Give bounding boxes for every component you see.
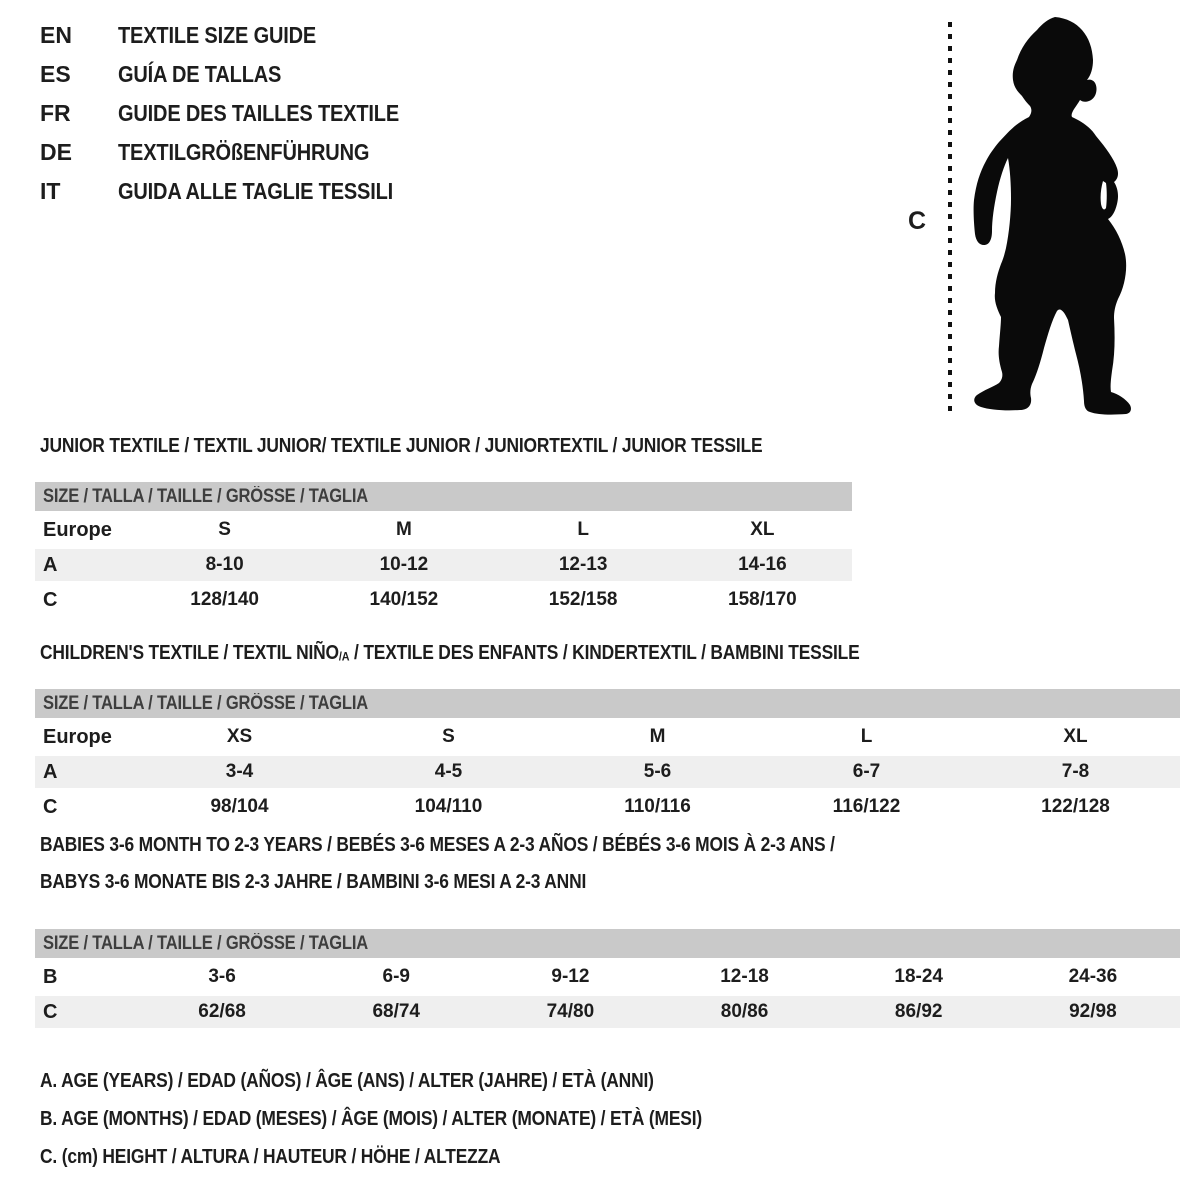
language-row-es bbox=[40, 61, 441, 88]
language-code: IT bbox=[40, 178, 61, 204]
legend-line-a: A. AGE (YEARS) / EDAD (AÑOS) / ÂGE (ANS) / ALTER (JAHRE) / ETÀ (ANNI) bbox=[40, 1070, 654, 1092]
size-cell: 68/74 bbox=[309, 995, 483, 1029]
row-label: C bbox=[35, 790, 135, 824]
table-header-label: SIZE / TALLA / TAILLE / GRÖSSE / TAGLIA bbox=[43, 486, 369, 507]
legend bbox=[40, 1070, 801, 1184]
size-cell: 158/170 bbox=[673, 583, 852, 617]
children-size-table bbox=[35, 689, 1180, 823]
language-row-it bbox=[40, 178, 441, 205]
language-title: GUIDA ALLE TAGLIE TESSILI bbox=[118, 178, 394, 204]
size-cell: 104/110 bbox=[344, 790, 553, 824]
size-cell: 92/98 bbox=[1006, 995, 1180, 1029]
size-cell: 6-7 bbox=[762, 755, 971, 790]
babies-title-line2: BABYS 3-6 MONATE BIS 2-3 JAHRE / BAMBINI 3-6 MESI A 2-3 ANNI bbox=[40, 871, 587, 893]
children-title-sub: /A bbox=[338, 649, 350, 664]
babies-title-line1: BABIES 3-6 MONTH TO 2-3 YEARS / BEBÉS 3-6 MESES A 2-3 AÑOS / BÉBÉS 3-6 MOIS À 2-3 ANS / bbox=[40, 834, 835, 856]
size-cell: 62/68 bbox=[135, 995, 309, 1029]
row-label: C bbox=[35, 995, 135, 1029]
row-label: C bbox=[35, 583, 135, 617]
row-label: Europe bbox=[35, 720, 135, 755]
language-code: DE bbox=[40, 139, 72, 165]
language-code: ES bbox=[40, 61, 71, 87]
size-cell: 24-36 bbox=[1006, 960, 1180, 995]
table-row bbox=[35, 513, 852, 548]
size-cell: 86/92 bbox=[832, 995, 1006, 1029]
size-cell: 128/140 bbox=[135, 583, 314, 617]
size-cell: 80/86 bbox=[657, 995, 831, 1029]
height-measure-figure bbox=[900, 14, 1145, 419]
size-cell: 8-10 bbox=[135, 548, 314, 583]
size-cell: 14-16 bbox=[673, 548, 852, 583]
size-cell: 10-12 bbox=[314, 548, 493, 583]
size-cell: L bbox=[762, 720, 971, 755]
size-cell: S bbox=[135, 513, 314, 548]
table-row bbox=[35, 583, 852, 617]
table-header-label: SIZE / TALLA / TAILLE / GRÖSSE / TAGLIA bbox=[43, 933, 369, 954]
row-label: Europe bbox=[35, 513, 135, 548]
table-row bbox=[35, 960, 1180, 995]
row-label: A bbox=[35, 548, 135, 583]
size-cell: 110/116 bbox=[553, 790, 762, 824]
table-row bbox=[35, 720, 1180, 755]
size-cell: 3-4 bbox=[135, 755, 344, 790]
language-title: TEXTILGRÖßENFÜHRUNG bbox=[118, 139, 370, 165]
size-cell: M bbox=[553, 720, 762, 755]
size-cell: XL bbox=[673, 513, 852, 548]
size-cell: 3-6 bbox=[135, 960, 309, 995]
table-row bbox=[35, 755, 1180, 790]
junior-section-title: JUNIOR TEXTILE / TEXTIL JUNIOR/ TEXTILE JUNIOR / JUNIORTEXTIL / JUNIOR TESSILE bbox=[40, 435, 763, 457]
language-list bbox=[40, 22, 441, 217]
size-cell: 152/158 bbox=[494, 583, 673, 617]
language-row-de bbox=[40, 139, 441, 166]
size-cell: 18-24 bbox=[832, 960, 1006, 995]
baby-silhouette bbox=[974, 17, 1131, 415]
size-cell: 12-18 bbox=[657, 960, 831, 995]
children-section-title bbox=[40, 642, 860, 665]
size-cell: 74/80 bbox=[483, 995, 657, 1029]
legend-line-b: B. AGE (MONTHS) / EDAD (MESES) / ÂGE (MOIS) / ALTER (MONATE) / ETÀ (MESI) bbox=[40, 1108, 703, 1130]
table-row bbox=[35, 548, 852, 583]
legend-line-c: C. (cm) HEIGHT / ALTURA / HAUTEUR / HÖHE / ALTEZZA bbox=[40, 1146, 501, 1168]
junior-table-header bbox=[35, 482, 852, 511]
size-cell: L bbox=[494, 513, 673, 548]
size-cell: 140/152 bbox=[314, 583, 493, 617]
size-cell: 5-6 bbox=[553, 755, 762, 790]
language-row-en bbox=[40, 22, 441, 49]
height-measure-label: C bbox=[908, 207, 927, 235]
size-cell: 9-12 bbox=[483, 960, 657, 995]
language-code: FR bbox=[40, 100, 71, 126]
row-label: A bbox=[35, 755, 135, 790]
children-table-header bbox=[35, 689, 1180, 718]
language-row-fr bbox=[40, 100, 441, 127]
size-cell: M bbox=[314, 513, 493, 548]
table-header-label: SIZE / TALLA / TAILLE / GRÖSSE / TAGLIA bbox=[43, 693, 369, 714]
babies-table-header bbox=[35, 929, 1180, 958]
size-cell: 4-5 bbox=[344, 755, 553, 790]
size-cell: XS bbox=[135, 720, 344, 755]
size-cell: 98/104 bbox=[135, 790, 344, 824]
baby-silhouette-svg bbox=[900, 14, 1145, 419]
table-row bbox=[35, 995, 1180, 1029]
children-title-main: CHILDREN'S TEXTILE / TEXTIL NIÑO bbox=[40, 642, 339, 664]
row-label: B bbox=[35, 960, 135, 995]
language-title: GUÍA DE TALLAS bbox=[118, 61, 282, 87]
size-cell: XL bbox=[971, 720, 1180, 755]
size-cell: 116/122 bbox=[762, 790, 971, 824]
junior-size-table bbox=[35, 482, 852, 616]
language-code: EN bbox=[40, 22, 72, 48]
size-cell: 6-9 bbox=[309, 960, 483, 995]
children-title-rest: / TEXTILE DES ENFANTS / KINDERTEXTIL / BAMBINI TESSILE bbox=[349, 642, 860, 664]
language-title: GUIDE DES TAILLES TEXTILE bbox=[118, 100, 400, 126]
language-title: TEXTILE SIZE GUIDE bbox=[118, 22, 317, 48]
size-cell: 7-8 bbox=[971, 755, 1180, 790]
size-cell: 12-13 bbox=[494, 548, 673, 583]
size-cell: S bbox=[344, 720, 553, 755]
babies-section-title bbox=[40, 834, 954, 908]
babies-size-table bbox=[35, 929, 1180, 1028]
size-cell: 122/128 bbox=[971, 790, 1180, 824]
table-row bbox=[35, 790, 1180, 824]
